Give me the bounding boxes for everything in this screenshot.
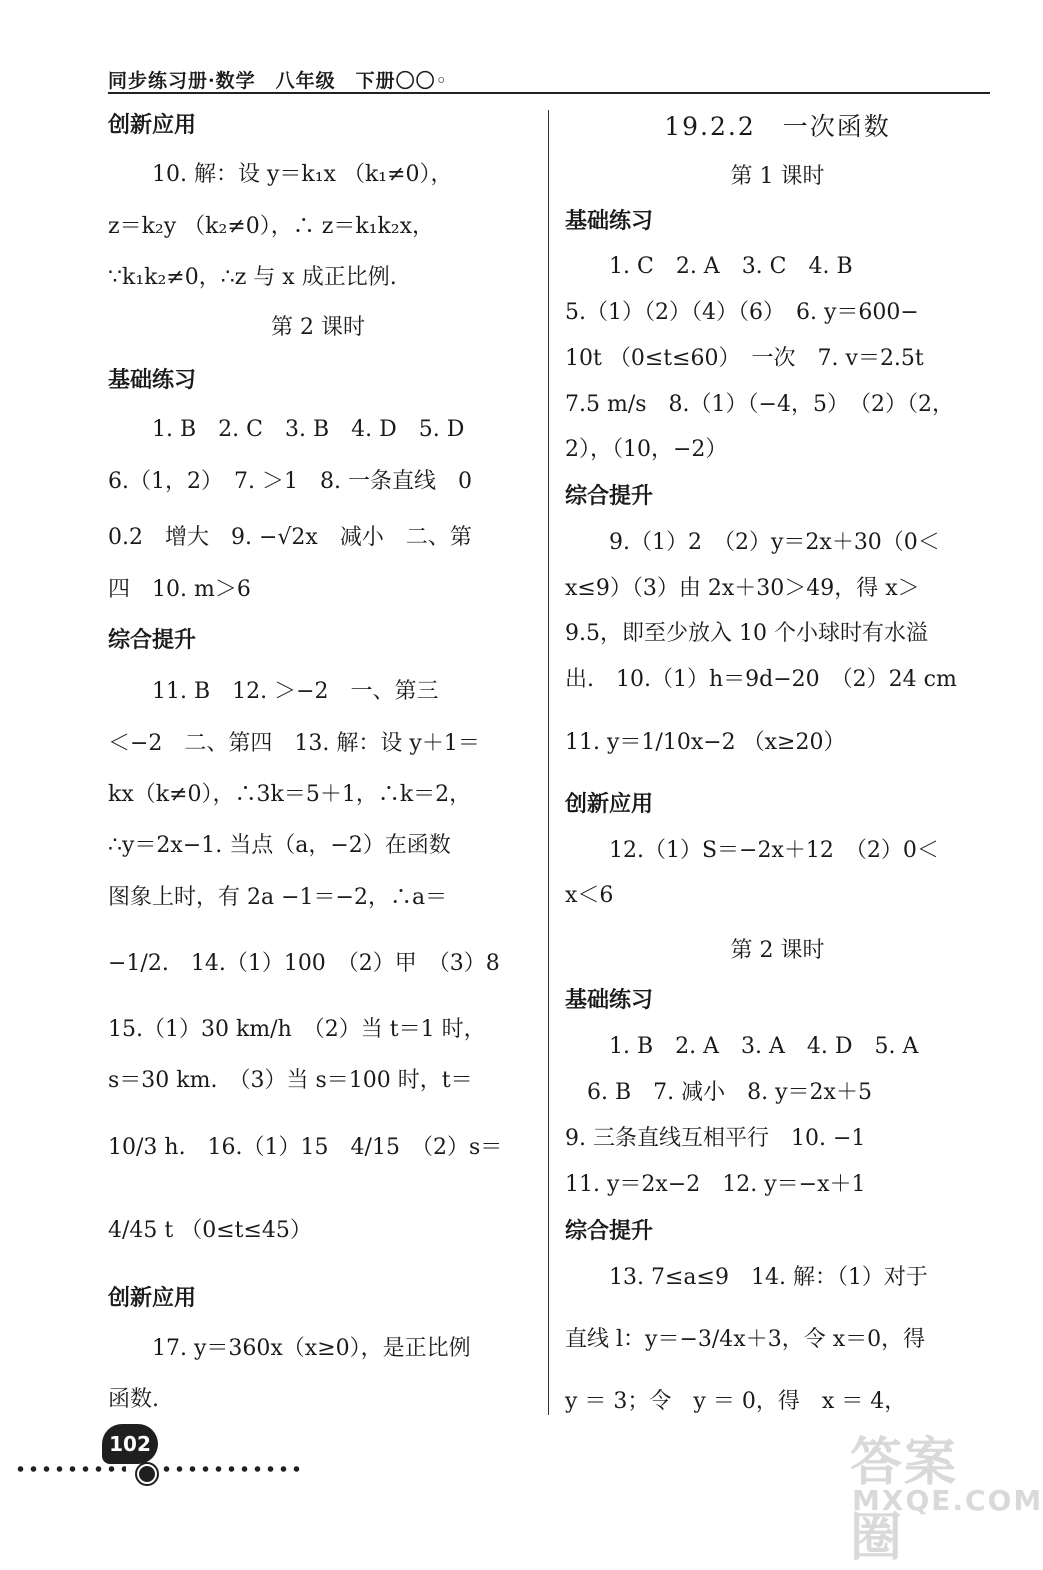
answer-line: s＝30 km. （3）当 s＝100 时，t＝ (108, 1068, 473, 1093)
section-heading: 综合提升 (108, 627, 197, 653)
answer-line: 直线 l：y＝−3/4x＋3，令 x＝0，得 (565, 1327, 926, 1352)
answer-line: x≤9）（3）由 2x＋30＞49，得 x＞ (565, 576, 920, 601)
answer-line: 9.（1）2 （2）y＝2x＋30（0＜ (565, 530, 940, 555)
page-number: 102 (102, 1424, 158, 1464)
section-heading: 创新应用 (108, 112, 197, 138)
section-heading: 创新应用 (565, 791, 654, 817)
answer-line: 图象上时，有 2a −1＝−2，∴a＝ (108, 885, 448, 910)
footer-dots-right (160, 1466, 300, 1472)
answer-line: 10. 解：设 y＝k₁x （k₁≠0）， (108, 162, 453, 187)
answer-line: 11. y＝1/10x−2 （x≥20） (565, 730, 846, 755)
section-heading: 基础练习 (108, 367, 197, 393)
answer-line: 1. B 2. A 3. A 4. D 5. A (565, 1034, 919, 1059)
answer-line: 11. y＝2x−2 12. y＝−x＋1 (565, 1172, 866, 1197)
answer-line: ∴y＝2x−1. 当点（a，−2）在函数 (108, 833, 451, 858)
answer-line: 四 10. m＞6 (108, 577, 251, 602)
answer-line: 0.2 增大 9. −√2x 减小 二、第 (108, 525, 472, 550)
answer-line: y ＝ 3；令 y ＝ 0，得 x ＝ 4， (565, 1389, 907, 1414)
answer-line: kx（k≠0），∴3k＝5＋1，∴k＝2， (108, 782, 472, 807)
answer-line: 6.（1，2） 7. ＞1 8. 一条直线 0 (108, 469, 472, 494)
lesson-title: 第 1 课时 (730, 164, 825, 189)
answer-line: 9. 三条直线互相平行 10. −1 (565, 1126, 866, 1151)
answer-line: 13. 7≤a≤9 14. 解：（1）对于 (565, 1265, 928, 1290)
section-heading: 创新应用 (108, 1285, 197, 1311)
section-heading: 综合提升 (565, 483, 654, 509)
lesson-title: 19.2.2 一次函数 (664, 112, 891, 141)
lesson-title: 第 2 课时 (271, 315, 365, 340)
answer-line: z＝k₂y （k₂≠0），∴ z＝k₁k₂x， (108, 214, 435, 239)
answer-line: 函数. (108, 1387, 159, 1412)
answer-line: 15.（1）30 km/h （2）当 t＝1 时， (108, 1017, 486, 1042)
answer-line: 12.（1）S＝−2x＋12 （2）0＜ (565, 838, 939, 863)
answer-line: 1. B 2. C 3. B 4. D 5. D (108, 417, 465, 442)
answer-line: 出. 10.（1）h＝9d−20 （2）24 cm (565, 667, 957, 692)
lesson-title: 第 2 课时 (730, 938, 825, 963)
answer-line: 4/45 t （0≤t≤45） (108, 1218, 312, 1243)
running-header: 同步练习册·数学 八年级 下册〇〇◦ (108, 70, 448, 92)
answer-line: 9.5，即至少放入 10 个小球时有水溢 (565, 621, 928, 646)
answer-line: ∵k₁k₂≠0，∴z 与 x 成正比例. (108, 265, 397, 290)
answer-line: 7.5 m/s 8.（1）（−4，5） （2）（2， (565, 392, 954, 417)
watermark-logo: 答案圈 (850, 1433, 959, 1568)
answer-line: x＜6 (565, 883, 614, 908)
answer-line: 17. y＝360x（x≥0），是正比例 (108, 1336, 471, 1361)
answer-line: ＜−2 二、第四 13. 解：设 y＋1＝ (108, 731, 480, 756)
page-number-dot (137, 1464, 157, 1484)
answer-line: 10/3 h. 16.（1）15 4/15 （2）s＝ (108, 1135, 503, 1160)
section-heading: 基础练习 (565, 208, 654, 234)
answer-line: 1. C 2. A 3. C 4. B (565, 254, 853, 279)
answer-line: 2），（10，−2） (565, 437, 728, 462)
header-rule (108, 92, 990, 94)
section-heading: 基础练习 (565, 987, 654, 1013)
answer-line: 6. B 7. 减小 8. y＝2x＋5 (565, 1080, 872, 1105)
footer-dots-left (14, 1466, 126, 1472)
answer-line: −1/2. 14.（1）100 （2）甲 （3）8 (108, 951, 500, 976)
watermark-url: MXQE.COM (852, 1484, 1043, 1517)
column-divider (548, 110, 549, 1415)
answer-line: 5.（1）（2）（4）（6） 6. y＝600− (565, 300, 919, 325)
section-heading: 综合提升 (565, 1218, 654, 1244)
answer-line: 11. B 12. ＞−2 一、第三 (108, 679, 439, 704)
answer-line: 10t （0≤t≤60） 一次 7. v＝2.5t (565, 346, 924, 371)
